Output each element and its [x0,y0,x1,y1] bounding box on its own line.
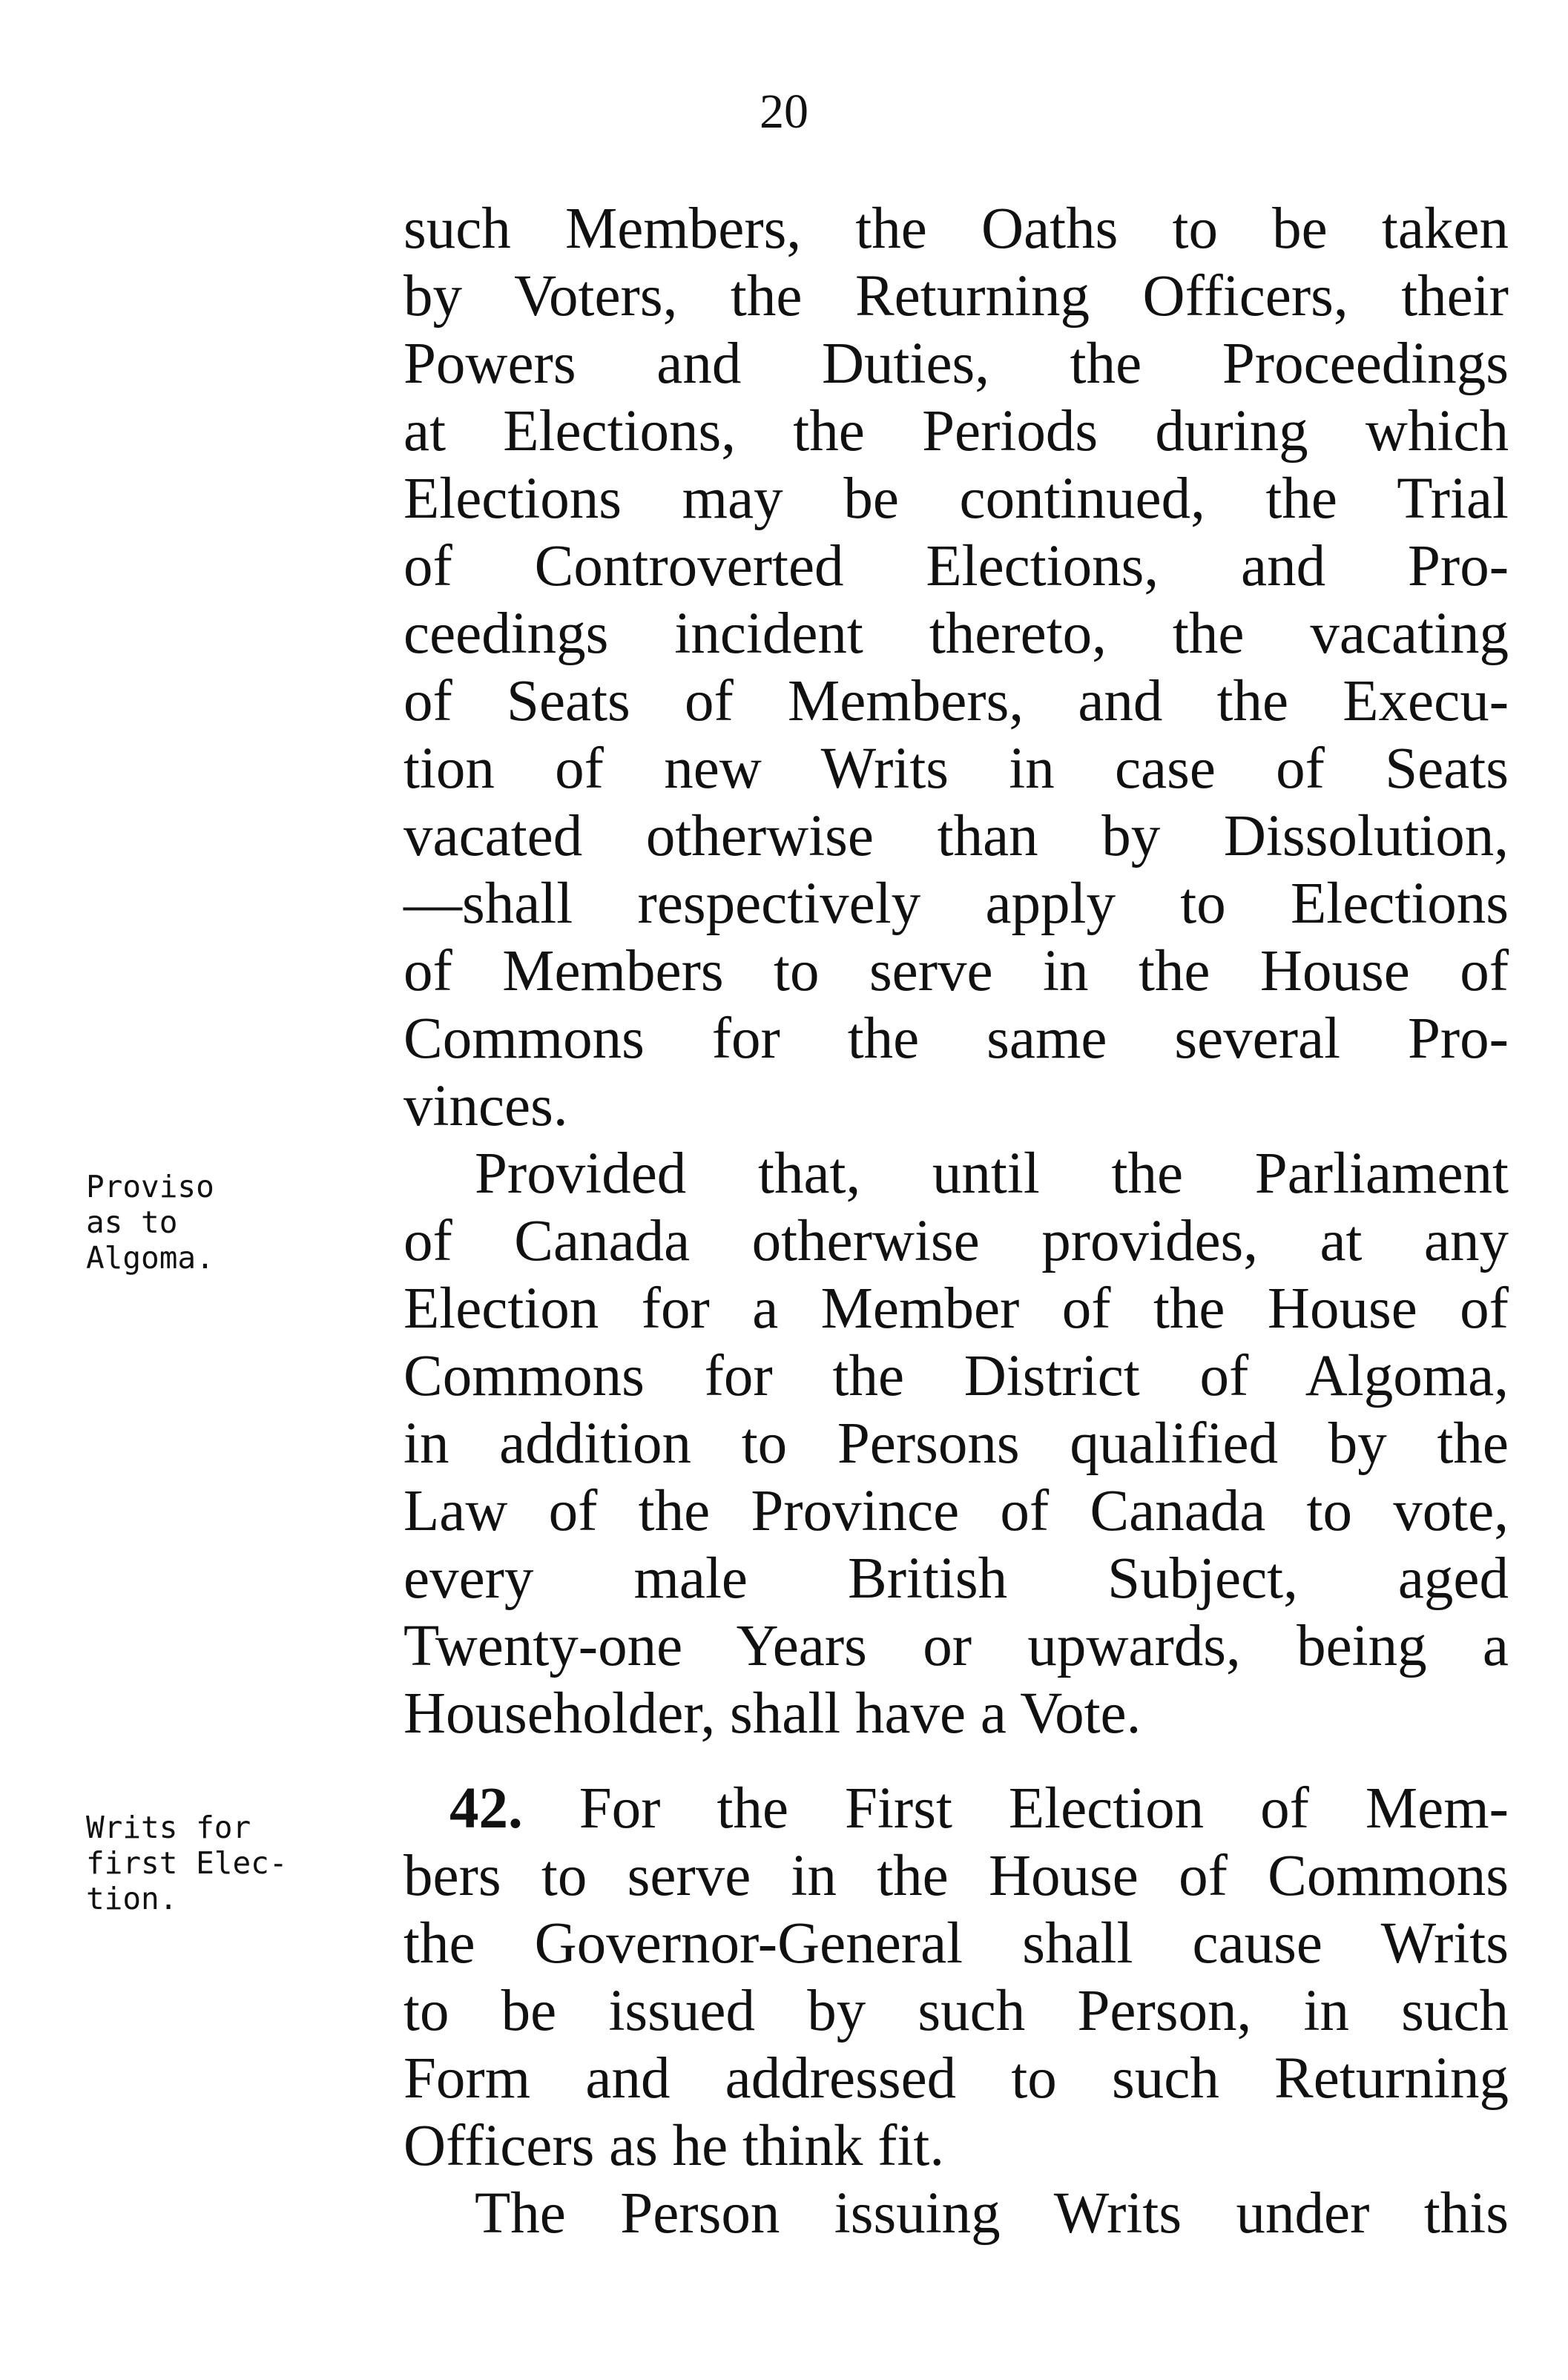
section-42-first-line [449,1776,1509,1842]
text-line: tion of new Writs in case of Seats [403,736,1509,801]
text-line: The Person issuing Writs under this [475,2181,1509,2246]
text-line: every male British Subject, aged [403,1546,1509,1611]
text-line: Form and addressed to such Returning [403,2046,1509,2111]
text-line: of Controverted Elections, and Pro- [403,534,1509,599]
margin-note-line: Algoma. [86,1240,214,1276]
text-line: at Elections, the Periods during which [403,399,1509,464]
text-line: vinces. [403,1074,568,1138]
text-line: bers to serve in the House of Commons [403,1844,1509,1908]
margin-note-line: tion. [86,1881,178,1916]
margin-note-line: Proviso [86,1169,214,1204]
text-line: Provided that, until the Parliament [475,1141,1509,1206]
text-line: Law of the Province of Canada to vote, [403,1479,1509,1543]
text-line: ceedings incident thereto, the vacating [403,601,1509,666]
text-line: Commons for the District of Algoma, [403,1344,1509,1408]
text-line: of Seats of Members, and the Execu- [403,669,1509,734]
text-line: vacated otherwise than by Dissolution, [403,804,1509,868]
text-line: the Governor-General shall cause Writs [403,1911,1509,1976]
section-number: 42. [449,1776,523,1841]
text-line: of Members to serve in the House of [403,939,1509,1003]
margin-note-line: as to [86,1204,178,1240]
text-line: Officers as he think fit. [403,2114,945,2178]
text-line: in addition to Persons qualified by the [403,1411,1509,1476]
text-line: Powers and Duties, the Proceedings [403,332,1509,396]
text-line: Elections may be continued, the Trial [403,467,1509,531]
text-line: such Members, the Oaths to be taken [403,197,1509,261]
text-span: For the First Election of Mem- [579,1776,1509,1841]
text-line: —shall respectively apply to Elections [403,871,1509,936]
text-line: Election for a Member of the House of [403,1276,1509,1341]
margin-note-line: first Elec- [86,1845,288,1881]
text-line: by Voters, the Returning Officers, their [403,264,1509,329]
text-line: Commons for the same several Pro- [403,1006,1509,1071]
text-line: to be issued by such Person, in such [403,1979,1509,2043]
margin-note-line: Writs for [86,1810,251,1845]
text-line: Householder, shall have a Vote. [403,1681,1142,1746]
page-number: 20 [760,85,808,139]
text-line: Twenty-one Years or upwards, being a [403,1614,1509,1678]
text-line: of Canada otherwise provides, at any [403,1209,1509,1273]
